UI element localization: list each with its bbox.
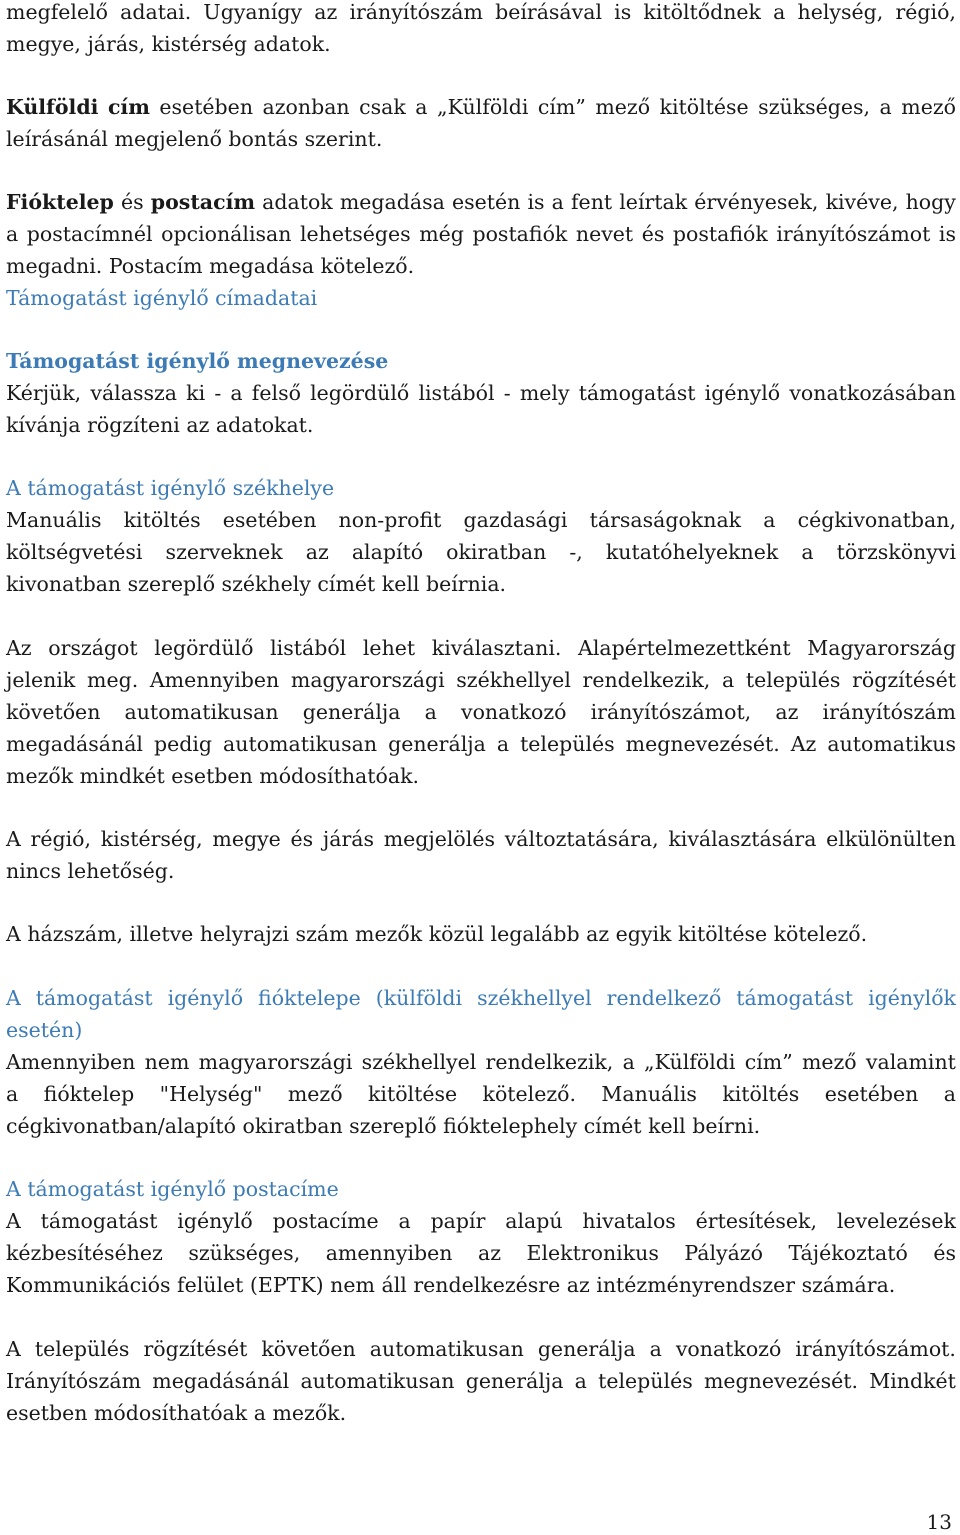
word: generálja xyxy=(302,700,401,724)
word: kézbesítéséhez xyxy=(6,1241,163,1265)
word: vonatkozó xyxy=(675,1337,782,1361)
word: irányítószámot xyxy=(776,222,931,246)
text-line: kivonatban szereplő székhely címét kell beírnia. xyxy=(6,572,507,596)
word: költségvetési xyxy=(6,540,143,564)
word: Amennyiben xyxy=(6,1050,136,1074)
word: igénylő xyxy=(704,381,781,405)
word: - xyxy=(214,381,222,405)
word: település xyxy=(745,668,841,692)
text-line: A támogatást igénylő székhelye xyxy=(6,476,335,500)
word: mező xyxy=(595,95,651,119)
word: Fióktelep xyxy=(6,190,114,214)
word: elkülönülten xyxy=(826,827,956,851)
text-line: megadni. Postacím megadása kötelező. xyxy=(6,254,415,278)
word: papír xyxy=(430,1209,486,1233)
word: rendelkezik, xyxy=(485,1050,614,1074)
word: ki xyxy=(186,381,206,405)
word: mező xyxy=(801,1050,857,1074)
word: Mindkét xyxy=(869,1369,956,1393)
word: a xyxy=(415,95,428,119)
word: irányítószám xyxy=(822,700,956,724)
word: beírásával xyxy=(495,0,603,24)
word: csak xyxy=(359,95,406,119)
word: listából xyxy=(270,636,347,660)
word: a xyxy=(551,190,564,214)
text-line xyxy=(6,1046,956,1078)
word: változtatására, xyxy=(504,827,659,851)
word: megfelelő xyxy=(6,0,108,24)
text-line: leírásánál megjelenő bontás szerint. xyxy=(6,127,383,151)
word: a xyxy=(496,732,510,756)
word: megnevezését. xyxy=(703,1369,859,1393)
text-line: Kommunikációs felület (EPTK) nem áll rendelkezésre az intézményrendszer számára. xyxy=(6,1273,896,1297)
word: generálja xyxy=(537,1337,636,1361)
word: szükséges, xyxy=(188,1241,301,1265)
word: település xyxy=(598,1369,693,1393)
word: az xyxy=(314,0,338,24)
text-line xyxy=(6,186,956,218)
word: is xyxy=(527,190,545,214)
word: megnevezését. xyxy=(625,732,780,756)
word: támogatást xyxy=(35,986,153,1010)
word: cím xyxy=(107,95,150,119)
word: okiratban xyxy=(446,540,547,564)
word: Az xyxy=(6,636,32,660)
word: Ugyanígy xyxy=(203,0,303,24)
word: a xyxy=(398,1209,411,1233)
text-line xyxy=(6,632,956,664)
text-line: Támogatást igénylő címadatai xyxy=(6,286,318,310)
word: magyarországi xyxy=(198,1050,353,1074)
word: a xyxy=(649,1337,662,1361)
word: alapú xyxy=(505,1209,563,1233)
word: még xyxy=(419,222,464,246)
text-line: cégkivonatban/alapító okiratban szereplő fióktelephely címét kell beírni. xyxy=(6,1114,761,1138)
word: járás xyxy=(322,827,374,851)
word: a xyxy=(801,540,814,564)
word: valamint xyxy=(865,1050,956,1074)
word: nem xyxy=(144,1050,190,1074)
word: a xyxy=(773,0,786,24)
text-line: kívánja rögzíteni az adatokat. xyxy=(6,413,314,437)
word: megye xyxy=(212,827,281,851)
word: alapító xyxy=(351,540,424,564)
word: Tájékoztató xyxy=(788,1241,908,1265)
word: válassza xyxy=(90,381,178,405)
word: kötelező. xyxy=(482,1082,577,1106)
word: Pályázó xyxy=(684,1241,763,1265)
word: A xyxy=(6,1209,21,1233)
word: kistérség, xyxy=(100,827,203,851)
word: automatikusan xyxy=(223,732,378,756)
word: gazdasági xyxy=(463,508,568,532)
text-line xyxy=(6,728,956,760)
word: pedig xyxy=(153,732,213,756)
word: levelezések xyxy=(836,1209,956,1233)
word: a xyxy=(721,668,735,692)
word: legördülő xyxy=(154,636,254,660)
word: cím” xyxy=(744,1050,793,1074)
word: listából xyxy=(418,381,495,405)
word: helység, xyxy=(797,0,884,24)
word: székhellyel xyxy=(477,986,592,1010)
word: az xyxy=(477,1241,502,1265)
word: kitöltés xyxy=(123,508,201,532)
word: országot xyxy=(48,636,138,660)
word: (külföldi xyxy=(375,986,463,1010)
text-line: mezők mindkét esetben módosíthatóak. xyxy=(6,764,420,788)
word: irányítószámot, xyxy=(590,700,752,724)
word: jelenik xyxy=(6,668,76,692)
word: vonatkozó xyxy=(460,700,567,724)
word: szükséges, xyxy=(758,95,871,119)
word: -, xyxy=(569,540,583,564)
word: rendelkező xyxy=(606,986,722,1010)
word: az xyxy=(305,540,329,564)
word: A xyxy=(6,986,21,1010)
word: kutatóhelyeknek xyxy=(605,540,779,564)
word: nevet xyxy=(575,222,634,246)
text-line xyxy=(6,504,956,536)
word: postacím xyxy=(150,190,256,214)
word: postacímnél xyxy=(26,222,153,246)
word: a xyxy=(879,95,892,119)
word: generálja xyxy=(465,1369,564,1393)
word: rögzítését xyxy=(852,668,956,692)
word: is xyxy=(938,222,956,246)
word: a xyxy=(574,1369,587,1393)
word: igénylő xyxy=(167,986,244,1010)
word: támogatást xyxy=(40,1209,158,1233)
word: szerveknek xyxy=(165,540,283,564)
text-line xyxy=(6,536,956,568)
word: - xyxy=(503,381,511,405)
word: legördülő xyxy=(310,381,410,405)
word: lehet xyxy=(362,636,416,660)
word: székhellyel xyxy=(456,668,571,692)
word: esetében xyxy=(159,95,254,119)
word: település xyxy=(34,1337,130,1361)
word: Kérjük, xyxy=(6,381,82,405)
page-number: 13 xyxy=(926,1510,952,1534)
word: A xyxy=(6,1337,21,1361)
word: amennyiben xyxy=(325,1241,453,1265)
word: Manuális xyxy=(6,508,102,532)
word: cím” xyxy=(537,95,586,119)
word: adatok xyxy=(262,190,333,214)
word: a xyxy=(6,222,19,246)
word: „Külföldi xyxy=(436,95,529,119)
text-line xyxy=(6,218,956,250)
word: fent xyxy=(570,190,613,214)
word: a xyxy=(943,1082,956,1106)
word: követően xyxy=(6,700,101,724)
text-line: esetben módosíthatóak a mezők. xyxy=(6,1401,347,1425)
word: a xyxy=(230,381,243,405)
word: érvényesek, xyxy=(694,190,819,214)
word: automatikus xyxy=(827,732,956,756)
word: megadásánál xyxy=(152,1369,290,1393)
text-line: A házszám, illetve helyrajzi szám mezők közül legalább az egyik kitöltése kötelező. xyxy=(6,922,868,946)
text-line xyxy=(6,1205,956,1237)
word: a xyxy=(622,1050,635,1074)
word: automatikusan xyxy=(300,1369,455,1393)
word: leírtak xyxy=(619,190,688,214)
word: mely xyxy=(519,381,570,405)
word: "Helység" xyxy=(159,1082,263,1106)
text-line xyxy=(6,1365,956,1397)
text-line xyxy=(6,823,956,855)
word: automatikusan xyxy=(369,1337,524,1361)
word: meg. xyxy=(87,668,139,692)
word: kitöltése xyxy=(659,95,749,119)
word: rögzítését xyxy=(143,1337,248,1361)
word: is xyxy=(614,0,632,24)
word: mező xyxy=(287,1082,343,1106)
text-line xyxy=(6,0,956,28)
word: értesítések, xyxy=(695,1209,817,1233)
word: fióktelep xyxy=(43,1082,135,1106)
word: esetében xyxy=(222,508,317,532)
word: rendelkezik, xyxy=(582,668,711,692)
text-line xyxy=(6,1078,956,1110)
word: magyarországi xyxy=(290,668,445,692)
word: automatikusan xyxy=(124,700,279,724)
word: A xyxy=(6,827,21,851)
text-line xyxy=(6,696,956,728)
text-line xyxy=(6,1333,956,1365)
word: esetén xyxy=(451,190,521,214)
text-line xyxy=(6,377,956,409)
word: követően xyxy=(261,1337,356,1361)
word: non-profit xyxy=(338,508,442,532)
word: és xyxy=(121,190,144,214)
word: település xyxy=(520,732,615,756)
word: hogy xyxy=(905,190,956,214)
text-line xyxy=(6,1237,956,1269)
word: megjelölés xyxy=(383,827,495,851)
word: kitöltése xyxy=(367,1082,458,1106)
word: a xyxy=(424,700,437,724)
word: és xyxy=(641,222,665,246)
word: Az xyxy=(790,732,817,756)
word: igénylő xyxy=(177,1209,253,1233)
word: Alapértelmezettként xyxy=(578,636,791,660)
word: mező xyxy=(901,95,956,119)
word: Külföldi xyxy=(6,95,99,119)
word: az xyxy=(775,700,799,724)
text-line xyxy=(6,664,956,696)
word: Elektronikus xyxy=(526,1241,659,1265)
word: postafiók xyxy=(472,222,568,246)
word: irányítószámot. xyxy=(795,1337,956,1361)
text-line: A támogatást igénylő postacíme xyxy=(6,1177,339,1201)
word: a xyxy=(6,1082,19,1106)
word: lehetséges xyxy=(299,222,411,246)
word: felső xyxy=(251,381,301,405)
text-line: megye, járás, kistérség adatok. xyxy=(6,32,331,56)
word: a xyxy=(763,508,776,532)
word: cégkivonatban, xyxy=(797,508,956,532)
text-line: nincs lehetőség. xyxy=(6,859,175,883)
word: kivéve, xyxy=(825,190,899,214)
text-line xyxy=(6,982,956,1014)
word: székhellyel xyxy=(361,1050,477,1074)
word: hivatalos xyxy=(582,1209,676,1233)
text-line: Támogatást igénylő megnevezése xyxy=(6,349,389,373)
word: esetében xyxy=(824,1082,919,1106)
word: Magyarország xyxy=(807,636,956,660)
word: régió, xyxy=(895,0,956,24)
word: vonatkozásában xyxy=(789,381,956,405)
word: kitöltés xyxy=(722,1082,800,1106)
word: támogatást xyxy=(736,986,854,1010)
word: opcionálisan xyxy=(161,222,292,246)
word: régió, xyxy=(30,827,91,851)
text-line: esetén) xyxy=(6,1018,83,1042)
word: kiválasztani. xyxy=(431,636,562,660)
word: „Külföldi xyxy=(644,1050,736,1074)
word: igénylők xyxy=(868,986,956,1010)
word: kitöltődnek xyxy=(643,0,761,24)
word: és xyxy=(933,1241,956,1265)
word: Amennyiben xyxy=(149,668,280,692)
word: adatai. xyxy=(120,0,192,24)
word: és xyxy=(290,827,314,851)
word: megadásánál xyxy=(6,732,143,756)
word: irányítószám xyxy=(349,0,483,24)
word: azonban xyxy=(262,95,350,119)
word: törzskönyvi xyxy=(836,540,956,564)
word: postafiók xyxy=(672,222,768,246)
word: támogatást xyxy=(578,381,696,405)
word: Manuális xyxy=(601,1082,697,1106)
word: megadása xyxy=(339,190,445,214)
word: társaságoknak xyxy=(589,508,742,532)
text-line xyxy=(6,91,956,123)
word: fióktelepe xyxy=(258,986,361,1010)
word: generálja xyxy=(388,732,486,756)
word: kiválasztására xyxy=(668,827,817,851)
word: Irányítószám xyxy=(6,1369,142,1393)
word: postacíme xyxy=(272,1209,379,1233)
